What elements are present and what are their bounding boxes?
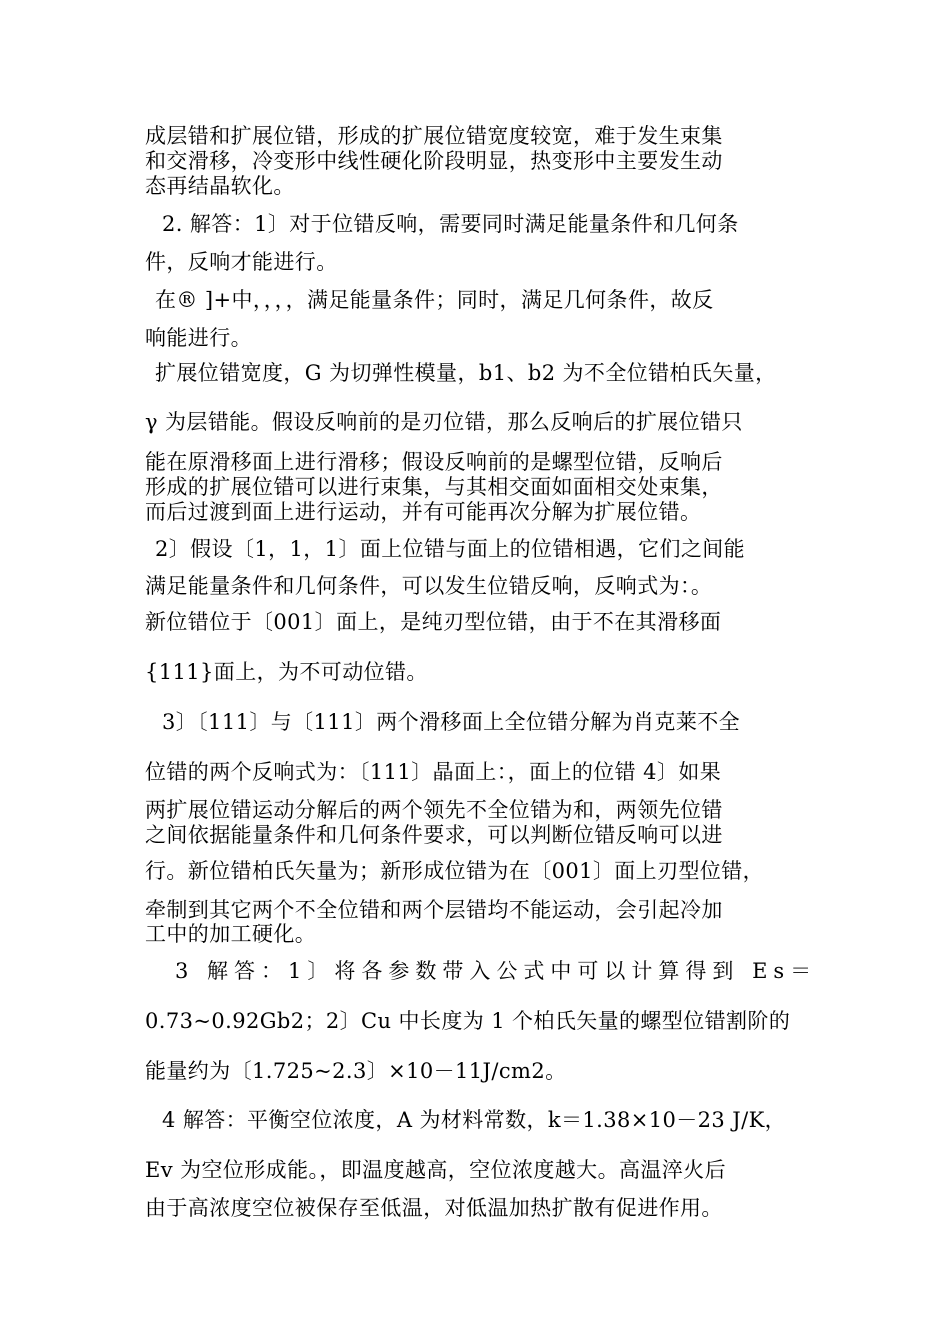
text-line: 能量约为〔1.725~2.3〕×10－11J/cm2。 bbox=[145, 1059, 567, 1083]
text-line: 3 解答：1〕将各参数带入公式中可以计算得到 Es＝ bbox=[175, 959, 818, 983]
text-line: 而后过渡到面上进行运动，并有可能再次分解为扩展位错。 bbox=[145, 500, 702, 524]
text-line: 0.73~0.92Gb2；2〕Cu 中长度为 1 个柏氏矢量的螺型位错割阶的 bbox=[145, 1009, 791, 1033]
text-line: 扩展位错宽度，G 为切弹性模量，b1、b2 为不全位错柏氏矢量， bbox=[155, 361, 777, 385]
text-line: 新位错位于〔001〕面上，是纯刃型位错，由于不在其滑移面 bbox=[145, 610, 722, 634]
text-line: 形成的扩展位错可以进行束集，与其相交面如面相交处束集， bbox=[145, 475, 723, 499]
text-line: 在® ]+中，，，，满足能量条件；同时，满足几何条件，故反 bbox=[155, 288, 714, 312]
text-line: 态再结晶软化。 bbox=[145, 174, 295, 198]
text-line: 工中的加工硬化。 bbox=[145, 922, 317, 946]
text-line: 2〕假设〔1，1，1〕面上位错与面上的位错相遇，它们之间能 bbox=[155, 537, 746, 561]
text-line: 行。新位错柏氏矢量为；新形成位错为在〔001〕面上刃型位错， bbox=[145, 859, 765, 883]
text-line: 响能进行。 bbox=[145, 326, 252, 350]
text-line: 能在原滑移面上进行滑移；假设反响前的是螺型位错，反响后 bbox=[145, 450, 723, 474]
text-line: 之间依据能量条件和几何条件要求，可以判断位错反响可以进 bbox=[145, 823, 723, 847]
text-line: 满足能量条件和几何条件，可以发生位错反响，反响式为：。 bbox=[145, 574, 713, 598]
text-line: 两扩展位错运动分解后的两个领先不全位错为和，两领先位错 bbox=[145, 798, 723, 822]
text-line: 牵制到其它两个不全位错和两个层错均不能运动，会引起冷加 bbox=[145, 898, 723, 922]
text-line: 3〕〔111〕与〔111〕两个滑移面上全位错分解为肖克莱不全 bbox=[162, 710, 741, 734]
text-line: 成层错和扩展位错，形成的扩展位错宽度较宽，难于发生束集 bbox=[145, 124, 723, 148]
text-line: 和交滑移，冷变形中线性硬化阶段明显，热变形中主要发生动 bbox=[145, 149, 723, 173]
text-line: 4 解答：平衡空位浓度，A 为材料常数，k＝1.38×10－23 J/K， bbox=[162, 1108, 787, 1132]
text-line: γ 为层错能。假设反响前的是刃位错，那么反响后的扩展位错只 bbox=[145, 410, 743, 434]
text-line: 位错的两个反响式为：〔111〕晶面上：，面上的位错 4〕如果 bbox=[145, 760, 722, 784]
text-line: {111}面上，为不可动位错。 bbox=[145, 660, 428, 684]
text-line: Ev 为空位形成能。，即温度越高，空位浓度越大。高温淬火后 bbox=[145, 1158, 726, 1182]
text-line: 2. 解答：1〕对于位错反响，需要同时满足能量条件和几何条 bbox=[162, 212, 739, 236]
text-line: 件，反响才能进行。 bbox=[145, 250, 338, 274]
text-line: 由于高浓度空位被保存至低温，对低温加热扩散有促进作用。 bbox=[145, 1196, 723, 1220]
